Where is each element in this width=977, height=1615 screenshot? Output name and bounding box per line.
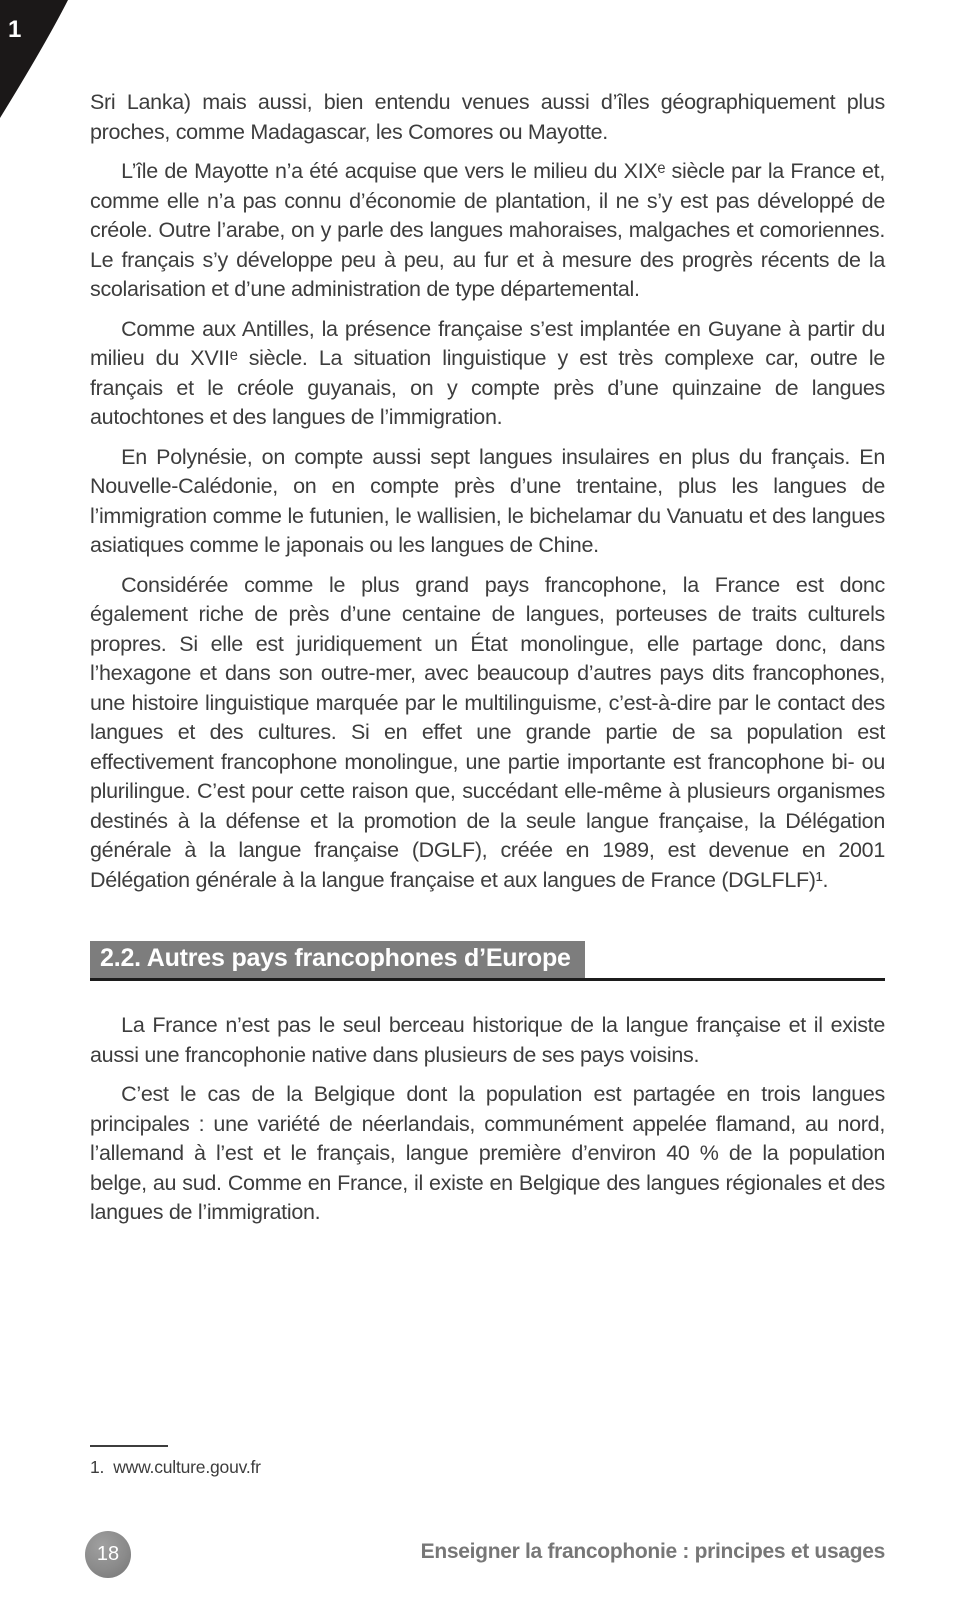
chapter-number: 1	[8, 16, 22, 43]
page-content	[90, 88, 885, 1238]
paragraph-mayotte: L’île de Mayotte n’a été acquise que vers le milieu du XIXᵉ siècle par la France et, comme elle n’a pas connu d’économie de plantation, il ne s’y est pas développé de créole. Outre l’arabe, on y parle des langues mahoraises, malgaches et comoriennes. Le français s’y développe peu à peu, au fur et à mesure des progrès récents de la scolarisation et d’une administration de type départemental.	[90, 159, 885, 301]
footnote	[90, 1457, 885, 1478]
paragraph-france-multilinguisme: Considérée comme le plus grand pays francophone, la France est donc également riche de près d’une centaine de langues, porteuses de traits culturels propres. Si elle est juridiquement un État monolingue, elle partage donc, dans l’hexagone et dans son outre-mer, avec beaucoup d’autres pays dits francophones, une histoire linguistique marquée par le multilinguisme, c’est-à-dire par le contact des langues et des cultures. Si en effet une grande partie de sa population est effectivement francophone monolingue, une partie importante est francophone bi- ou plurilingue. C’est pour cette raison que, succédant elle-même à plusieurs organismes destinés à la défense et la promotion de la seule langue française, la Délégation générale à la langue française (DGLF), créée en 1989, est devenue en 2001 Délégation générale à la langue française et aux langues de France (DGLFLF)¹.	[90, 572, 885, 892]
paragraph-belgique: C’est le cas de la Belgique dont la population est partagée en trois langues principales : une variété de néerlandais, communément appelée flamand, au nord, l’allemand à l’est et le français, langue première d’environ 40 % de la population belge, au sud. Comme en France, il existe en Belgique des langues régionales et des langues de l’immigration.	[90, 1082, 885, 1224]
section-heading: 2.2. Autres pays francophones d’Europe	[90, 941, 585, 978]
paragraph-berceau: La France n’est pas le seul berceau historique de la langue française et il existe aussi une francophonie native dans plusieurs de ses pays voisins.	[90, 1013, 885, 1067]
footnote-separator	[90, 1445, 168, 1447]
page-number: 18	[96, 1543, 120, 1565]
footnote-area	[90, 1445, 885, 1478]
running-footer-title: Enseigner la francophonie : principes et usages	[420, 1540, 885, 1563]
footnote-url: www.culture.gouv.fr	[113, 1457, 261, 1477]
page-number-badge	[85, 1531, 131, 1578]
page-footer	[0, 1528, 977, 1580]
section-heading-rule	[90, 941, 885, 981]
paragraph-polynesie: En Polynésie, on compte aussi sept langues insulaires en plus du français. En Nouvelle-Calédonie, on en compte près d’une trentaine, plus les langues de l’immigration comme le futunien, le wallisien, le bichelamar du Vanuatu et des langues asiatiques comme le japonais ou les langues de Chine.	[90, 444, 885, 557]
paragraph-guyane: Comme aux Antilles, la présence française s’est implantée en Guyane à partir du milieu du XVIIᵉ siècle. La situation linguistique y est très complexe car, outre le français et le créole guyanais, on y compte près d’une quinzaine de langues autochtones et des langues de l’immigration.	[90, 316, 885, 429]
paragraph-continuation: Sri Lanka) mais aussi, bien entendu venues aussi d’îles géographiquement plus proches, comme Madagascar, les Comores ou Mayotte.	[90, 90, 885, 144]
footnote-marker: 1.	[90, 1457, 105, 1477]
